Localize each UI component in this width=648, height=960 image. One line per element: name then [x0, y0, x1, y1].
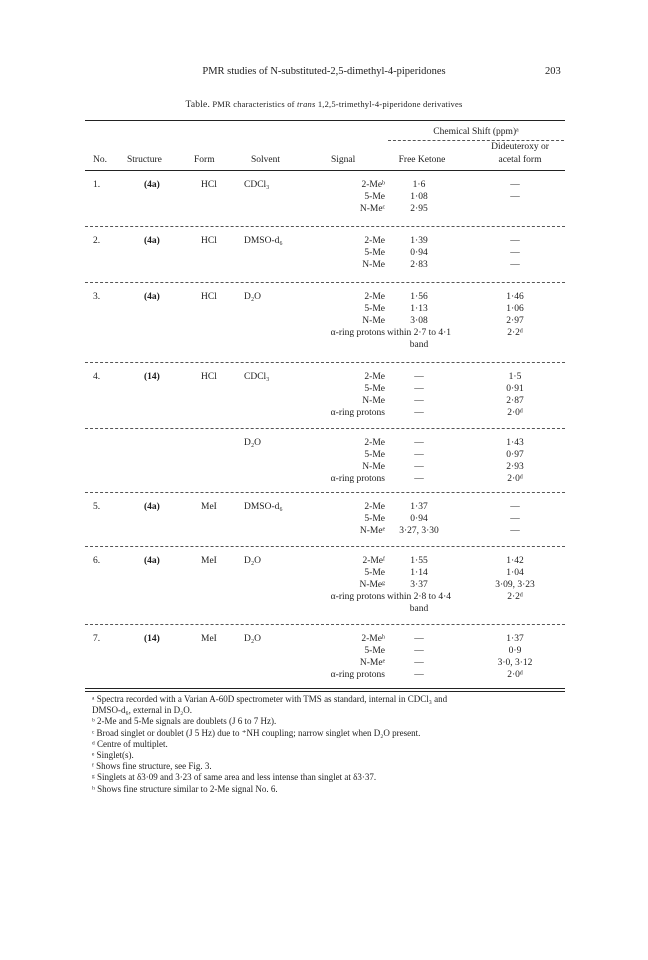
free-ketone-value: band — [409, 604, 429, 614]
free-ketone-value: 1·6 — [412, 180, 426, 190]
row-structure: (4a) — [144, 236, 160, 246]
footnote: ʰ Shows fine structure similar to 2-Me signal No. 6. — [92, 783, 278, 794]
signal: 5-Me — [364, 304, 385, 314]
signal: 5-Me — [364, 646, 385, 656]
col-signal: Signal — [331, 155, 356, 165]
page-number: 203 — [545, 66, 561, 77]
footnote: ᶜ Broad singlet or doublet (J 5 Hz) due to ⁺NH coupling; narrow singlet when D₂O present. — [92, 727, 421, 738]
signal: 2-Meᶠ — [362, 556, 385, 566]
row-form: HCl — [201, 372, 217, 382]
table-bottom-rule — [85, 688, 565, 689]
dideuteroxy-value: 2·0ᵈ — [507, 670, 523, 680]
dideuteroxy-value: 2·97 — [506, 316, 524, 326]
dideuteroxy-value: — — [510, 526, 520, 536]
free-ketone-value: — — [414, 396, 424, 406]
dideuteroxy-value: 0·9 — [508, 646, 522, 656]
dideuteroxy-value: 1·37 — [506, 634, 524, 644]
dideuteroxy-value: 2·0ᵈ — [507, 474, 523, 484]
signal: N-Me — [362, 260, 385, 270]
dideuteroxy-value: 2·0ᵈ — [507, 408, 523, 418]
free-ketone-value: 1·13 — [410, 304, 428, 314]
header-bottom-rule — [85, 170, 565, 171]
signal: 5-Me — [364, 192, 385, 202]
free-ketone-value: 0·94 — [410, 248, 428, 258]
free-ketone-value: — — [414, 634, 424, 644]
row-structure: (14) — [144, 372, 160, 382]
free-ketone-value: 1·14 — [410, 568, 428, 578]
footnote: ᵃ Spectra recorded with a Varian A-60D spectrometer with TMS as standard, internal in CDCl₃ and — [92, 694, 448, 704]
row-no: 1. — [93, 180, 101, 190]
free-ketone-value: — — [414, 372, 424, 382]
free-ketone-value: — — [414, 474, 424, 484]
row-structure: (4a) — [144, 292, 160, 302]
free-ketone-value: — — [414, 450, 424, 460]
dideuteroxy-value: 0·97 — [506, 450, 524, 460]
footnote: ᵈ Centre of multiplet. — [92, 738, 168, 749]
dideuteroxy-value: — — [510, 514, 520, 524]
footnote: ᵉ Singlet(s). — [92, 750, 134, 761]
signal: 2-Meʰ — [361, 634, 385, 644]
signal: 5-Me — [364, 248, 385, 258]
dideuteroxy-value: 1·42 — [506, 556, 524, 566]
dideuteroxy-value: 3·09, 3·23 — [495, 580, 535, 590]
free-ketone-value: band — [409, 340, 429, 350]
dideuteroxy-value: 0·91 — [506, 384, 524, 394]
row-form: HCl — [201, 292, 217, 302]
signal: 2-Meᵇ — [361, 180, 385, 190]
row-divider — [85, 492, 565, 493]
col-form: Form — [194, 155, 215, 165]
row-divider — [85, 362, 565, 363]
signal: α-ring protons — [330, 670, 385, 680]
col-free-ketone: Free Ketone — [398, 155, 446, 165]
row-divider — [85, 428, 565, 429]
group-rule — [388, 140, 564, 141]
row-form: MeI — [201, 634, 217, 644]
free-ketone-value: 1·55 — [410, 556, 428, 566]
free-ketone-value: 1·56 — [410, 292, 428, 302]
row-structure: (14) — [144, 634, 160, 644]
signal: 5-Me — [364, 514, 385, 524]
dideuteroxy-value: 2·93 — [506, 462, 524, 472]
footnote: ᵍ Singlets at δ3·09 and 3·23 of same area and less intense than singlet at δ3·37. — [92, 772, 377, 783]
dideuteroxy-value: 2·2ᵈ — [507, 328, 523, 338]
free-ketone-value: — — [414, 438, 424, 448]
row-form: MeI — [201, 502, 217, 512]
row-solvent: D₂O — [244, 556, 262, 566]
signal: N-Meᵉ — [359, 526, 385, 536]
signal: α-ring protons — [330, 328, 385, 338]
signal: N-Meᶜ — [359, 204, 385, 214]
col-dideut-line1: Dideuteroxy or — [491, 142, 549, 152]
free-ketone-value: — — [414, 384, 424, 394]
dideuteroxy-value: 2·87 — [506, 396, 524, 406]
free-ketone-value: — — [414, 646, 424, 656]
signal: α-ring protons — [330, 474, 385, 484]
dideuteroxy-value: 1·43 — [506, 438, 524, 448]
signal: 5-Me — [364, 450, 385, 460]
signal: α-ring protons — [330, 408, 385, 418]
table-top-rule — [85, 120, 565, 121]
free-ketone-value: 3·37 — [410, 580, 428, 590]
row-structure: (4a) — [144, 180, 160, 190]
col-group-heading: Chemical Shift (ppm)ᵃ — [433, 127, 519, 137]
free-ketone-value: 3·27, 3·30 — [399, 526, 439, 536]
col-dideut-line2: acetal form — [498, 155, 542, 165]
row-divider — [85, 226, 565, 227]
col-structure: Structure — [127, 155, 162, 165]
row-no: 2. — [93, 236, 101, 246]
free-ketone-value: 1·39 — [410, 236, 428, 246]
signal: N-Me — [362, 316, 385, 326]
footnote: ᶠ Shows fine structure, see Fig. 3. — [92, 761, 212, 772]
row-no: 5. — [93, 502, 101, 512]
signal: 2-Me — [364, 236, 385, 246]
dideuteroxy-value: 1·5 — [508, 372, 522, 382]
dideuteroxy-value: 1·04 — [506, 568, 524, 578]
row-solvent: CDCl₃ — [244, 372, 270, 382]
free-ketone-value: 3·08 — [410, 316, 428, 326]
row-form: HCl — [201, 180, 217, 190]
running-header — [0, 66, 648, 80]
dideuteroxy-value: 2·2ᵈ — [507, 592, 523, 602]
table-caption — [0, 99, 648, 110]
caption-pre: PMR characteristics of — [212, 99, 295, 109]
col-no: No. — [93, 155, 107, 165]
free-ketone-value: — — [414, 658, 424, 668]
row-solvent: D₂O — [244, 438, 262, 448]
table-bottom-rule-2 — [85, 691, 565, 692]
row-divider — [85, 282, 565, 283]
row-structure: (4a) — [144, 502, 160, 512]
dideuteroxy-value: 1·46 — [506, 292, 524, 302]
footnote: DMSO-d₆, external in D₂O. — [92, 705, 193, 716]
signal: 2-Me — [364, 372, 385, 382]
row-solvent: DMSO-d₆ — [244, 236, 283, 246]
row-solvent: CDCl₃ — [244, 180, 270, 190]
free-ketone-value: within 2·8 to 4·4 — [386, 592, 452, 602]
row-no: 3. — [93, 292, 101, 302]
free-ketone-value: 2·83 — [410, 260, 428, 270]
col-solvent: Solvent — [251, 155, 281, 165]
row-structure: (4a) — [144, 556, 160, 566]
signal: N-Me — [362, 396, 385, 406]
row-divider — [85, 546, 565, 547]
free-ketone-value: — — [414, 408, 424, 418]
row-form: HCl — [201, 236, 217, 246]
signal: 2-Me — [364, 438, 385, 448]
signal: 2-Me — [364, 502, 385, 512]
dideuteroxy-value: — — [510, 180, 520, 190]
signal: 2-Me — [364, 292, 385, 302]
signal: 5-Me — [364, 568, 385, 578]
caption-italic: trans — [297, 99, 316, 109]
footnote: ᵇ 2-Me and 5-Me signals are doublets (J 6 to 7 Hz). — [92, 716, 277, 727]
signal: N-Me — [362, 462, 385, 472]
row-solvent: DMSO-d₆ — [244, 502, 283, 512]
dideuteroxy-value: — — [510, 248, 520, 258]
row-solvent: D₂O — [244, 634, 262, 644]
row-divider — [85, 624, 565, 625]
free-ketone-value: 1·08 — [410, 192, 428, 202]
row-solvent: D₂O — [244, 292, 262, 302]
caption-post: 1,2,5-trimethyl-4-piperidone derivatives — [317, 99, 463, 109]
footnotes — [92, 694, 570, 795]
signal: α-ring protons — [330, 592, 385, 602]
dideuteroxy-value: — — [510, 236, 520, 246]
caption-label: Table. — [185, 100, 211, 110]
dideuteroxy-value: — — [510, 192, 520, 202]
running-title: PMR studies of N-substituted-2,5-dimethyl-4-piperidones — [202, 66, 446, 77]
row-no: 4. — [93, 372, 101, 382]
dideuteroxy-value: 1·06 — [506, 304, 524, 314]
free-ketone-value: 0·94 — [410, 514, 428, 524]
row-no: 7. — [93, 634, 101, 644]
signal: 5-Me — [364, 384, 385, 394]
signal: N-Meᵉ — [359, 658, 385, 668]
free-ketone-value: within 2·7 to 4·1 — [386, 328, 452, 338]
row-no: 6. — [93, 556, 101, 566]
dideuteroxy-value: 3·0, 3·12 — [497, 658, 533, 668]
free-ketone-value: — — [414, 462, 424, 472]
signal: N-Meᵍ — [359, 580, 385, 590]
row-form: MeI — [201, 556, 217, 566]
free-ketone-value: — — [414, 670, 424, 680]
dideuteroxy-value: — — [510, 502, 520, 512]
dideuteroxy-value: — — [510, 260, 520, 270]
free-ketone-value: 1·37 — [410, 502, 428, 512]
free-ketone-value: 2·95 — [410, 204, 428, 214]
